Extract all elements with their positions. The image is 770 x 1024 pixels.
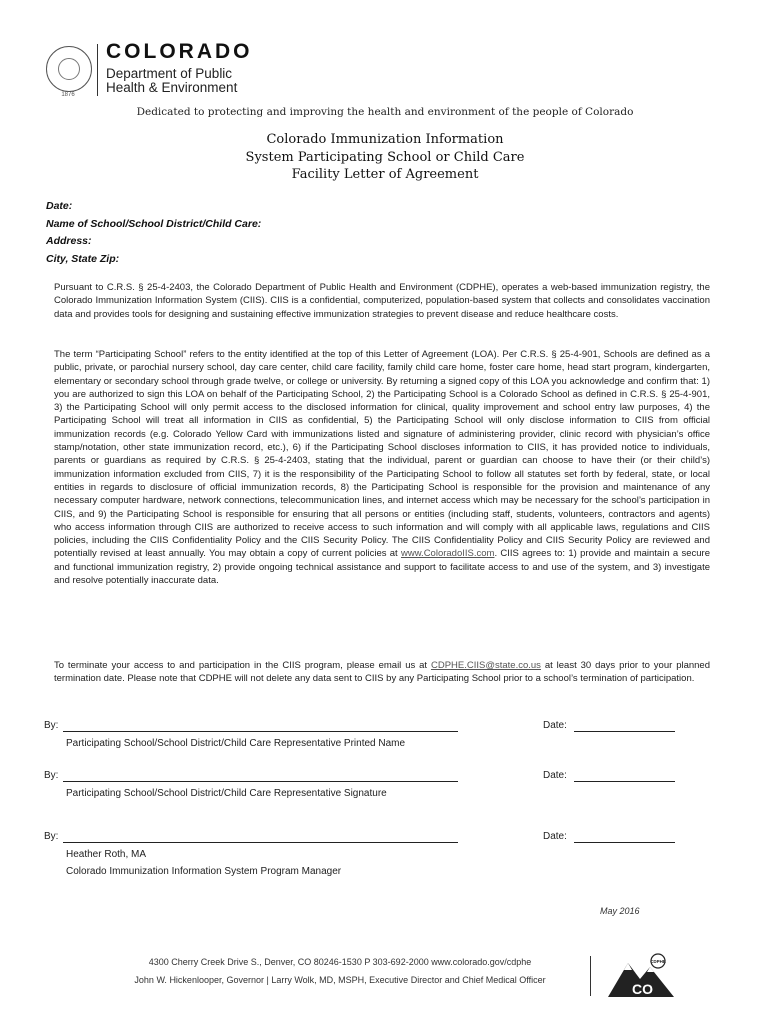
date-label-1: Date: xyxy=(543,720,567,731)
department-name xyxy=(106,67,237,95)
date-line-2[interactable] xyxy=(574,781,675,782)
logo-co-text: CO xyxy=(632,981,653,997)
field-city-state-zip: City, State Zip: xyxy=(46,252,120,265)
by-label-2: By: xyxy=(44,770,59,781)
paragraph-terminate-text: To terminate your access to and participation in the CIIS program, please email us at xyxy=(54,660,431,671)
date-line-1[interactable] xyxy=(574,731,675,732)
footer-officials: John W. Hickenlooper, Governor | Larry Wolk, MD, MSPH, Executive Director and Chief Medical Officer xyxy=(134,975,546,985)
paragraph-pursuant: Pursuant to C.R.S. § 25-4-2403, the Colorado Department of Public Health and Environment (CDPHE), operates a web-based immunization registry, the Colorado Immunization Information System (CIIS). CIIS is a confidential, computerized, population-based system that collects and consolidates vaccination data and provides tools for designing and sustaining effective immunization strategies to prevent disease and reduce healthcare costs. xyxy=(54,282,710,320)
brand-name: COLORADO xyxy=(106,40,253,63)
ciis-website-link[interactable]: www.ColoradoIIS.com xyxy=(401,548,495,560)
paragraph-terminate-text-end: at least 30 days prior to your planned termination date. Please note that CDPHE will not delete any data sent to CIIS by any Participating School prior to a school’s termination of participation. xyxy=(54,660,710,685)
paragraph-participating-school-text-end: . CIIS agrees to: 1) provide and maintain a secure and functional immunization registry, 2) provide ongoing technical assistance and support to facilitate access to and use of the system, and 3) investigate and resolve potentially inaccurate data. xyxy=(54,548,710,587)
logo-snowcap-left xyxy=(624,963,632,970)
paragraph-terminate xyxy=(54,659,710,686)
printed-name-caption: Participating School/School District/Child Care Representative Printed Name xyxy=(66,738,406,749)
logo-label: CDPHE xyxy=(650,959,666,964)
date-line-3[interactable] xyxy=(574,842,675,843)
field-date: Date: xyxy=(46,200,73,212)
by-label-3: By: xyxy=(44,831,59,842)
by-label-1: By: xyxy=(44,720,59,731)
signature-caption: Participating School/School District/Child Care Representative Signature xyxy=(66,788,387,799)
state-seal-year: 1876 xyxy=(61,92,75,98)
header-divider xyxy=(97,44,98,96)
footer-address: 4300 Cherry Creek Drive S., Denver, CO 80246-1530 P 303-692-2000 www.colorado.gov/cdphe xyxy=(148,957,532,967)
field-school-name: Name of School/School District/Child Care: xyxy=(46,217,262,230)
date-label-2: Date: xyxy=(543,770,567,781)
cdphe-logo-icon xyxy=(606,953,676,999)
state-seal-inner xyxy=(58,58,80,80)
department-line-1: Department of Public xyxy=(106,66,233,81)
footer-divider xyxy=(590,956,591,996)
recipient-fields xyxy=(46,198,261,268)
paragraph-participating-school xyxy=(54,348,710,587)
ciis-email-link[interactable]: CDPHE.CIIS@state.co.us xyxy=(430,660,541,671)
date-label-3: Date: xyxy=(543,831,567,842)
title-line-3: Facility Letter of Agreement xyxy=(291,167,479,182)
program-manager-title: Colorado Immunization Information System Program Manager xyxy=(66,866,342,877)
document-date: May 2016 xyxy=(600,906,640,916)
program-manager-signature-line[interactable] xyxy=(63,842,458,843)
department-line-2: Health & Environment xyxy=(106,80,238,95)
title-line-1: Colorado Immunization Information xyxy=(266,132,504,147)
printed-name-line[interactable] xyxy=(63,731,458,732)
program-manager-name: Heather Roth, MA xyxy=(66,849,147,860)
field-address: Address: xyxy=(46,235,92,247)
document-title xyxy=(0,131,770,184)
signature-line[interactable] xyxy=(63,781,458,782)
title-line-2: System Participating School or Child Care xyxy=(245,149,525,165)
paragraph-participating-school-text: The term “Participating School” refers to the entity identified at the top of this Letter of Agreement (LOA). Per C.R.S. § 25-4-901, Schools are defined as a public, private, or parochial nursery school, day care center, child care facility, family child care home, foster care home, head start program, kindergarten, elementary or secondary school through grade twelve, or college or university. By returning a signed copy of this LOA you acknowledge and confirm that: 1) you are authorized to sign this LOA on behalf of the Participating School, 2) the Participating School is a Colorado School as defined in C.R.S. § 25-4-901, 3) the Participating School will only permit access to the disclosed information for clinical, quality improvement and school entry law purposes, 4) the Participating School will treat all information in CIIS as confidential, 5) the Participating School will only disclose information to CIIS from official immunization records (e.g. Colorado Yellow Card with immunizations listed and signature of administering provider, clinic record with physician’s office stamp/notation, other state immunization record, etc.), 6) if the Participating School discloses information to CIIS, it has provided notice to individuals, parents or guardians as required by C.R.S. § 25-4-2403, stating that the individual, parent or guardian can choose to have their (or their child’s) immunization information excluded from CIIS, 7) it is the responsibility of the Participating School to follow all statutes set forth by federal, state, or local entities in regards to disclosure of official immunization records, 8) the Participating School is responsible for the provision and maintenance of any necessary computer hardware, network connections, telecommunication lines, and internet access which may be necessary for the school’s participation in CIIS, and 9) the Participating School is responsible for ensuring that all persons or entities (including staff, students, volunteers, contractors and agents) who access information through CIIS are authorized to receive access to such information and will comply with all applicable laws, regulations and CIIS policies, including the CIIS Confidentiality Policy and the CIIS Security Policy. The CIIS Confidentiality Policy and CIIS Security Policy are reviewed and potentially revised at least annually. You may obtain a copy of current policies at xyxy=(54,349,710,560)
tagline: Dedicated to protecting and improving the health and environment of the people of Colorado xyxy=(136,106,634,118)
